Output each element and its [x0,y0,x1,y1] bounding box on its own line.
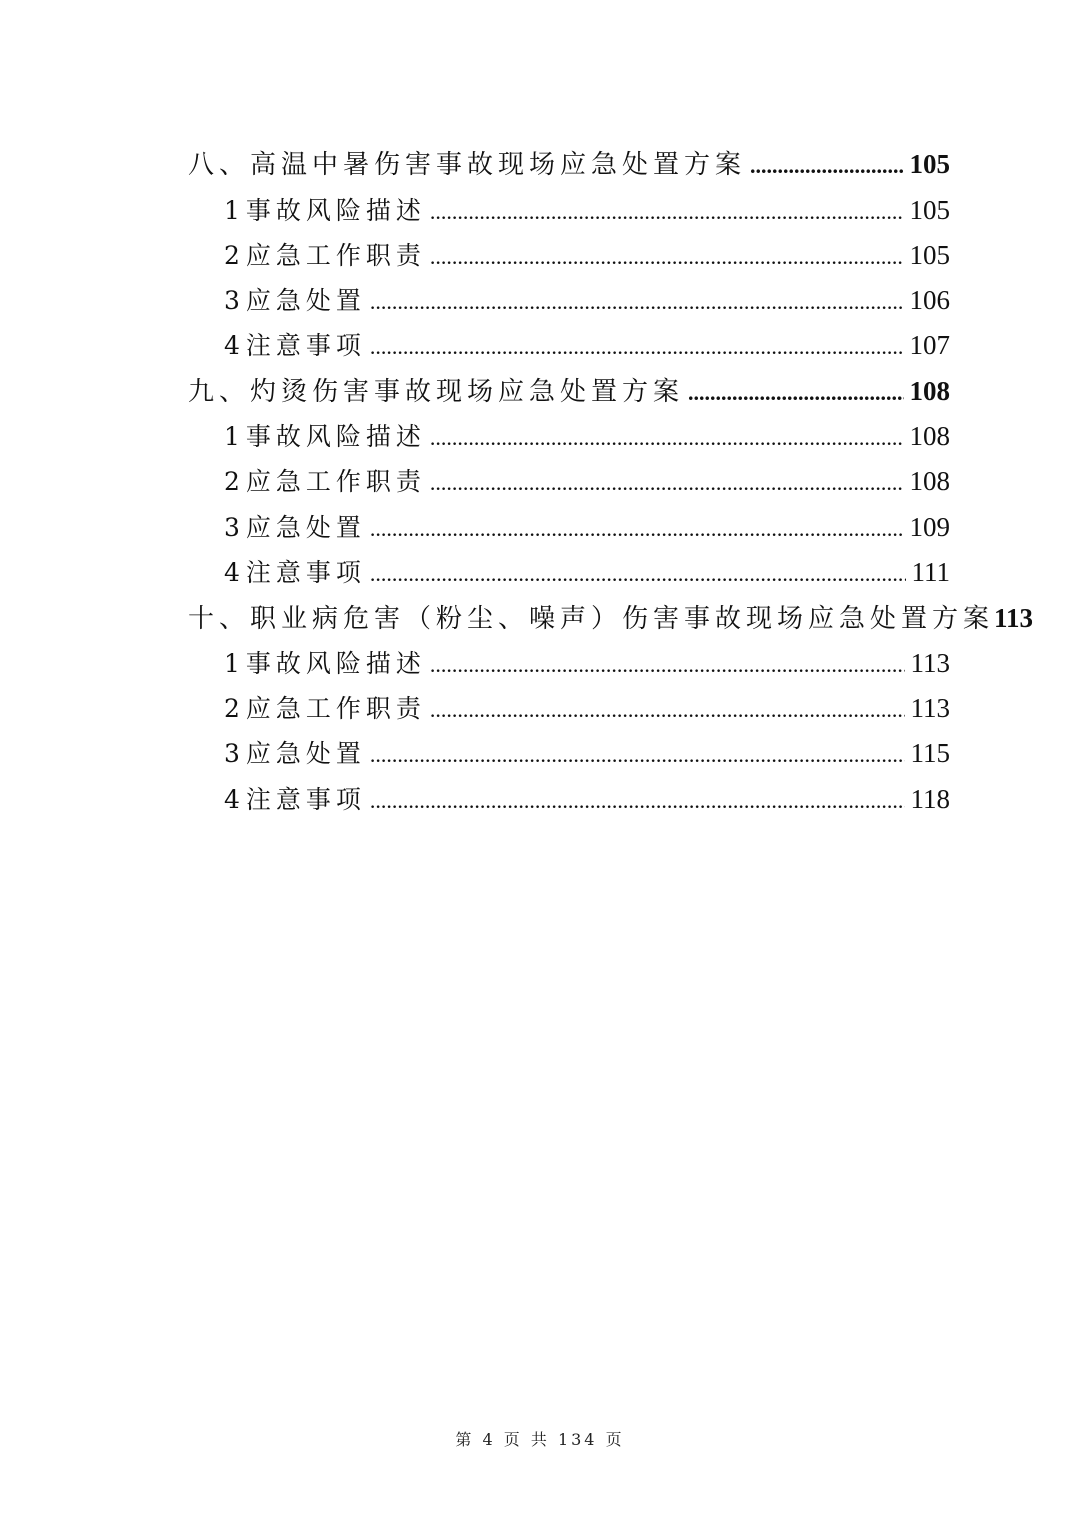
toc-entry[interactable] [224,323,950,368]
toc-section-title: 八、高温中暑伤害事故现场应急处置方案 [188,150,747,180]
toc-entry-number: 1 [224,649,240,678]
toc-page-number: 108 [909,466,950,496]
toc-entry[interactable] [224,641,950,686]
toc-section-heading[interactable] [188,369,950,414]
toc-entry[interactable] [224,550,950,595]
dot-leader [430,415,904,460]
toc-entry[interactable] [224,278,950,323]
toc-section-heading[interactable] [188,142,950,187]
toc-entry-title: 注意事项 [245,331,366,360]
toc-entry[interactable] [224,731,950,776]
toc-page-number: 113 [910,648,950,678]
toc-entry-number: 1 [224,196,240,225]
toc-entry-title: 应急处置 [245,513,366,542]
page-footer: 第 4 页 共 134 页 [455,1430,625,1449]
toc-page-number: 109 [909,512,950,542]
toc-entry-title: 注意事项 [245,785,366,814]
toc-page-number: 108 [909,421,950,451]
toc-section-title: 十、职业病危害（粉尘、噪声）伤害事故现场应急处置方案 [188,604,995,634]
toc-entry-number: 2 [224,241,240,270]
toc-entry[interactable] [224,505,950,550]
toc-entry-title: 事故风险描述 [245,649,426,678]
dot-leader [370,324,904,369]
toc-page-number: 113 [994,603,1034,633]
toc-entry[interactable] [224,414,950,459]
toc-page-number: 108 [909,376,950,406]
dot-leader [430,234,904,279]
toc-entry-title: 注意事项 [245,558,366,587]
toc-section-heading[interactable] [188,596,1034,641]
toc-entry-title: 应急工作职责 [245,694,426,723]
dot-leader [430,687,905,732]
toc-entry[interactable] [224,777,950,822]
toc-entry[interactable] [224,686,950,731]
toc-entry-number: 4 [224,331,240,360]
toc-page-number: 105 [909,240,950,270]
toc-page-number: 111 [911,557,950,587]
toc-entry-number: 2 [224,467,240,496]
toc-entry-number: 4 [224,785,240,814]
dot-leader [370,778,905,823]
toc-section-title: 九、灼烫伤害事故现场应急处置方案 [188,377,685,407]
dot-leader [370,551,906,596]
dot-leader [430,642,905,687]
toc-page-number: 115 [910,738,950,768]
toc-entry[interactable] [224,459,950,504]
toc-entry-title: 事故风险描述 [245,196,426,225]
dot-leader [750,143,903,188]
toc-entry-title: 应急工作职责 [245,241,426,270]
toc-entry-title: 应急工作职责 [245,467,426,496]
toc-entry-number: 1 [224,422,240,451]
dot-leader [370,506,904,551]
dot-leader [430,189,904,234]
toc-entry-title: 应急处置 [245,286,366,315]
toc-entry-title: 应急处置 [245,739,366,768]
toc-entry[interactable] [224,233,950,278]
dot-leader [688,370,903,415]
toc-page-number: 106 [909,285,950,315]
dot-leader [370,732,905,777]
dot-leader [430,460,904,505]
dot-leader [370,279,904,324]
toc-page-number: 113 [910,693,950,723]
toc-entry[interactable] [224,188,950,233]
toc-entry-number: 2 [224,694,240,723]
toc-entry-number: 3 [224,513,240,542]
toc-page-number: 105 [909,149,950,179]
toc-page-number: 107 [909,330,950,360]
toc-entry-number: 4 [224,558,240,587]
toc-page-number: 105 [909,195,950,225]
toc-entry-title: 事故风险描述 [245,422,426,451]
toc-page-number: 118 [910,784,950,814]
toc-entry-number: 3 [224,739,240,768]
toc-entry-number: 3 [224,286,240,315]
